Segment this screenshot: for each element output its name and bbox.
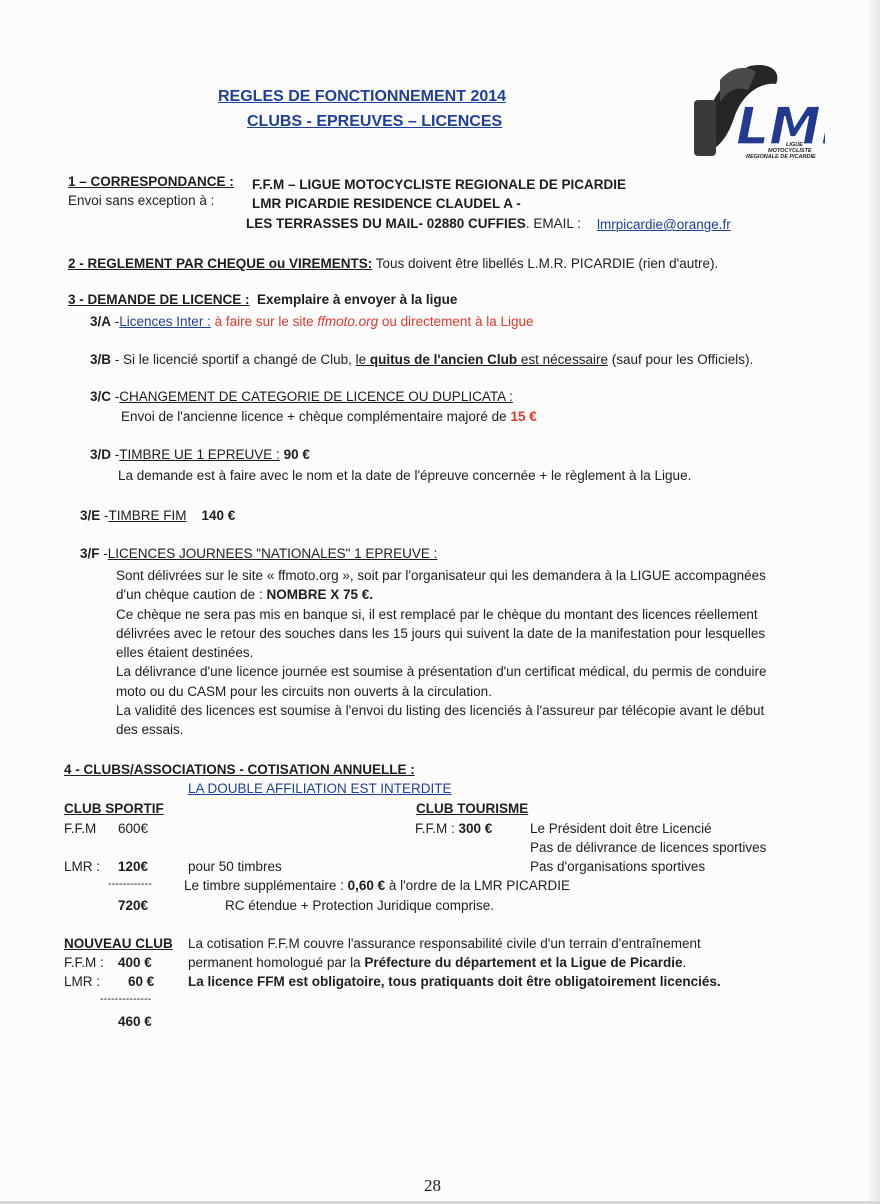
- item-3d-heading: TIMBRE UE 1 EPREUVE :: [119, 447, 280, 462]
- sportif-timbre-text2: à l'ordre de la LMR PICARDIE: [385, 878, 571, 893]
- email-link[interactable]: lmrpicardie@orange.fr: [597, 217, 731, 232]
- item-3c-amount: 15 €: [510, 409, 537, 424]
- section-1-sub: Envoi sans exception à :: [68, 193, 215, 208]
- page-number: 28: [424, 1176, 441, 1195]
- item-3f-heading: LICENCES JOURNEES "NATIONALES" 1 EPREUVE :: [107, 546, 438, 561]
- item-3a-link: Licences Inter :: [119, 314, 211, 329]
- nouveau-club-heading: NOUVEAU CLUB: [64, 936, 173, 951]
- sportif-rc-note: RC étendue + Protection Juridique comprise.: [225, 898, 495, 913]
- section-3-heading: 3 - DEMANDE DE LICENCE :: [68, 292, 250, 307]
- item-3c-heading: CHANGEMENT DE CATEGORIE DE LICENCE OU DUPLICATA :: [119, 389, 513, 404]
- nc-lmr-value: 60 €: [128, 974, 155, 989]
- tourisme-ffm-label: F.F.M :: [415, 821, 459, 836]
- tourisme-ffm-value: 300 €: [458, 821, 493, 836]
- sportif-lmr-note: pour 50 timbres: [188, 859, 282, 874]
- item-3a-text2: ou directement à la Ligue: [378, 314, 534, 329]
- tourisme-note: Pas d'organisations sportives: [530, 859, 706, 874]
- nc-ffm-label: F.F.M :: [64, 955, 104, 970]
- item-3f-line: La validité des licences est soumise à l'envoi du listing des licenciés à l'assureur par télécopie avant le début: [116, 703, 765, 719]
- item-3d-code: 3/D: [90, 447, 112, 462]
- item-3a-text1: à faire sur le site: [210, 314, 318, 329]
- sportif-timbre-value: 0,60 €: [347, 878, 386, 893]
- item-3f-body: [116, 566, 767, 740]
- section-2-text: Tous doivent être libellés L.M.R. PICARDIE (rien d'autre).: [375, 256, 719, 271]
- section-1-line1: F.F.M – LIGUE MOTOCYCLISTE REGIONALE DE PICARDIE: [252, 177, 627, 192]
- section-4-heading: 4 - CLUBS/ASSOCIATIONS - COTISATION ANNUELLE :: [64, 762, 415, 777]
- tourisme-note: Le Président doit être Licencié: [530, 821, 712, 836]
- nouveau-club-dot: .: [682, 955, 687, 970]
- item-3f-nombre: NOMBRE X 75 €.: [266, 587, 373, 603]
- tourisme-note: Pas de délivrance de licences sportives: [530, 840, 767, 855]
- item-3e-heading: TIMBRE FIM: [108, 508, 187, 523]
- item-3e-code: 3/E: [80, 508, 101, 523]
- sportif-ffm-value: 600€: [118, 821, 149, 836]
- nc-ffm-value: 400 €: [118, 955, 152, 970]
- item-3f-line: La délivrance d'une licence journée est soumise à présentation d'un certificat médical, du permis de conduire: [116, 664, 767, 680]
- section-2-heading: 2 - REGLEMENT PAR CHEQUE ou VIREMENTS:: [68, 256, 373, 271]
- item-3b-text3: (sauf pour les Officiels).: [607, 352, 754, 367]
- nouveau-club-prefecture: Préfecture du département et la Ligue de Picardie: [364, 955, 683, 970]
- document-title: REGLES DE FONCTIONNEMENT 2014: [218, 88, 507, 105]
- item-3f-line: d'un chèque caution de :: [116, 587, 267, 603]
- sportif-timbre-text: Le timbre supplémentaire :: [184, 878, 348, 893]
- section-3-heading-note: Exemplaire à envoyer à la ligue: [257, 292, 458, 307]
- sportif-lmr-value: 120€: [118, 859, 149, 874]
- item-3c-text: Envoi de l'ancienne licence + chèque complémentaire majoré de: [121, 409, 511, 424]
- sportif-total: 720€: [118, 898, 149, 913]
- item-3b-text1: - Si le licencié sportif a changé de Club,: [111, 352, 356, 367]
- nc-dashes: --------------: [100, 993, 152, 1005]
- svg-text:LMP: LM: [736, 97, 821, 157]
- page-edge-shadow: [866, 0, 880, 1204]
- nouveau-club-text: La cotisation F.F.M couvre l'assurance responsabilité civile d'un terrain d'entraînement: [188, 936, 701, 951]
- item-3b-text2: est nécessaire: [517, 352, 608, 367]
- item-3b-code: 3/B: [90, 352, 112, 367]
- sportif-dashes: ------------: [108, 878, 152, 890]
- club-sportif-heading: CLUB SPORTIF: [64, 801, 164, 816]
- sportif-lmr-label: LMR :: [64, 859, 101, 874]
- item-3a-code: 3/A: [90, 314, 112, 329]
- logo-text-3: REGIONALE DE PICARDIE: [746, 154, 816, 160]
- item-3b-le: le: [355, 352, 370, 367]
- item-3f-line: Ce chèque ne sera pas mis en banque si, il est remplacé par le chèque du montant des licences réellement: [116, 606, 758, 622]
- sportif-ffm-label: F.F.M: [64, 821, 97, 836]
- item-3f-line: Sont délivrées sur le site « ffmoto.org », soit par l'organisateur qui les demandera à la LIGUE accompagnées: [116, 568, 766, 583]
- item-3f-line: des essais.: [116, 722, 184, 738]
- item-3d-amount: 90 €: [283, 447, 310, 462]
- section-1-line3: LES TERRASSES DU MAIL- 02880 CUFFIES: [246, 216, 526, 231]
- section-4-subheading: LA DOUBLE AFFILIATION EST INTERDITE: [188, 781, 452, 796]
- logo-text-1: LIGUE: [786, 142, 803, 148]
- item-3f-line: moto ou du CASM pour les circuits non ouverts à la circulation.: [116, 683, 492, 699]
- nc-total: 460 €: [118, 1014, 152, 1029]
- document-subtitle: CLUBS - EPREUVES – LICENCES: [247, 113, 503, 130]
- item-3f-code: 3/F: [80, 546, 100, 561]
- section-1-line2: LMR PICARDIE RESIDENCE CLAUDEL A -: [252, 196, 521, 211]
- section-1-heading: 1 – CORRESPONDANCE :: [68, 174, 234, 189]
- lmr-logo: [690, 60, 825, 172]
- item-3b-quitus: quitus de l'ancien Club: [369, 352, 518, 367]
- item-3d-text: La demande est à faire avec le nom et la date de l'épreuve concernée + le règlement à la Ligue.: [118, 468, 692, 483]
- nouveau-club-text: permanent homologué par la: [188, 955, 365, 970]
- nc-lmr-label: LMR :: [64, 974, 101, 989]
- item-3a-site: ffmoto.org: [317, 314, 379, 329]
- club-tourisme-heading: CLUB TOURISME: [416, 801, 529, 816]
- item-3e-amount: 140 €: [201, 508, 236, 523]
- nouveau-club-obligation: La licence FFM est obligatoire, tous pratiquants doit être obligatoirement licenciés.: [188, 974, 721, 989]
- item-3c-code: 3/C: [90, 389, 112, 404]
- logo-text-2: MOTOCYCLISTE: [768, 148, 812, 154]
- item-3f-line: elles étaient destinées.: [116, 645, 254, 661]
- item-3f-line: délivrées avec le retour des souches dans les 15 jours qui suivent la date de la manifestation pour lesquelles: [116, 625, 766, 641]
- email-label: . EMAIL :: [525, 216, 581, 231]
